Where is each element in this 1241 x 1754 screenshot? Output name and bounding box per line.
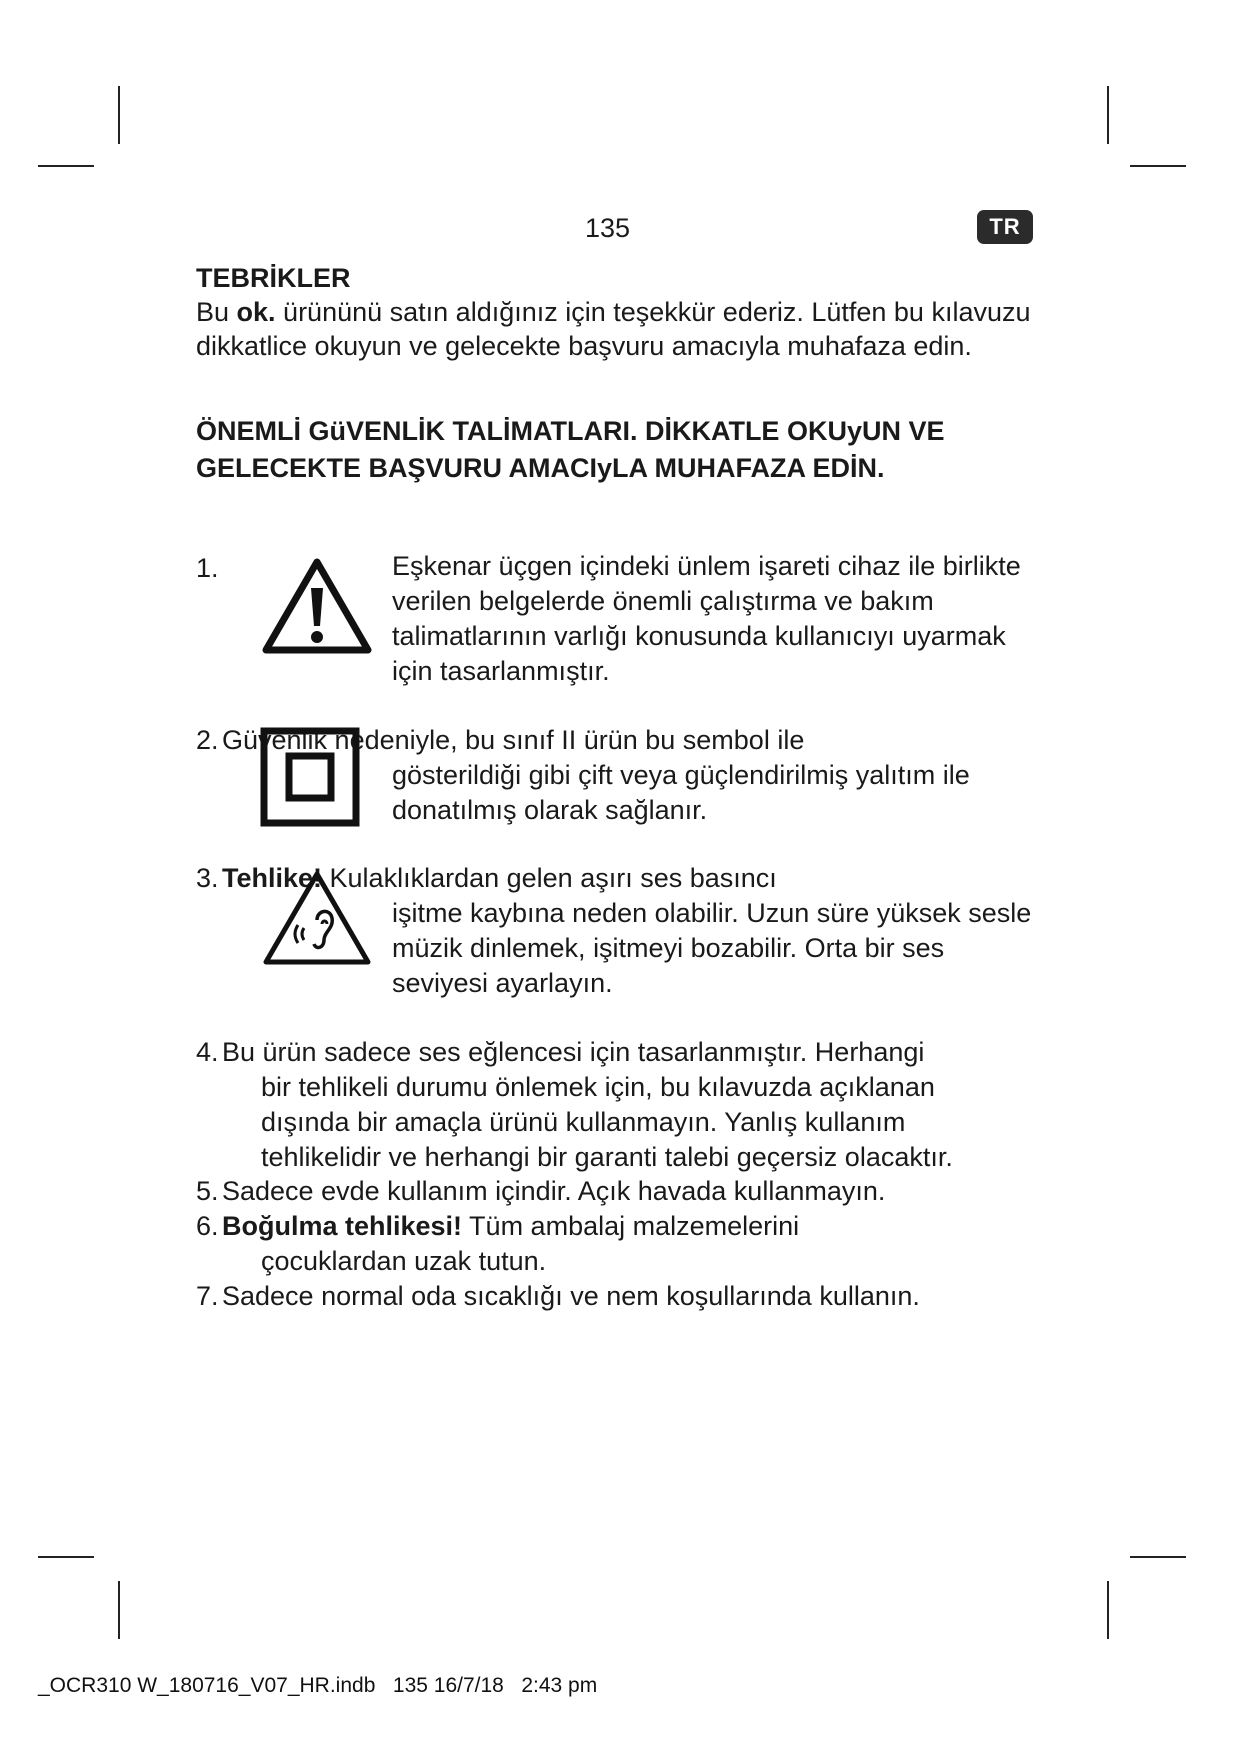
- double-insulation-icon: [260, 727, 360, 827]
- item-6-line1: Tüm ambalaj malzemelerini: [462, 1211, 800, 1241]
- language-badge: TR: [977, 210, 1033, 244]
- page-number: 135: [585, 213, 631, 243]
- item-number: 4.: [196, 1037, 219, 1067]
- intro-section: [196, 262, 1046, 487]
- crop-mark: [1107, 1581, 1109, 1639]
- intro-paragraph: [196, 295, 1046, 363]
- choking-label: Boğulma tehlikesi!: [222, 1211, 463, 1241]
- item-5-text: Sadece evde kullanım içindir. Açık havada kullanmayın.: [222, 1176, 886, 1206]
- intro-heading: TEBRİKLER: [196, 263, 351, 293]
- crop-mark: [1107, 86, 1109, 144]
- item-6-continuation: çocuklardan uzak tutun.: [261, 1246, 547, 1276]
- item-7-text: Sadece normal oda sıcaklığı ve nem koşullarında kullanın.: [222, 1281, 920, 1311]
- item-number: 6.: [196, 1211, 219, 1241]
- crop-mark: [118, 86, 120, 144]
- intro-lead: Bu: [196, 297, 237, 327]
- item-2-first-line: Güvenlik nedeniyle, bu sınıf II ürün bu sembol ile: [222, 725, 805, 755]
- item-number: 2.: [196, 725, 219, 755]
- hearing-damage-icon: [260, 868, 374, 968]
- crop-mark: [1130, 165, 1186, 167]
- item-number: 7.: [196, 1281, 219, 1311]
- crop-mark: [1130, 1556, 1186, 1558]
- warning-triangle-icon: [260, 554, 374, 656]
- print-slug: _OCR310 W_180716_V07_HR.indb 135 16/7/18 2:43 pm: [38, 1674, 598, 1697]
- item-number: 3.: [196, 863, 219, 893]
- item-number: 1.: [196, 553, 219, 583]
- danger-label: Tehlike!: [222, 863, 323, 893]
- item-6-first-line: [222, 1209, 799, 1244]
- safety-title: ÖNEMLİ GüVENLİK TALİMATLARI. DİKKATLE OKUyUN VE GELECEKTE BAŞVURU AMACIyLA MUHAFAZA EDİN.: [196, 416, 945, 483]
- crop-mark: [118, 1581, 120, 1639]
- intro-text: ürününü satın aldığınız için teşekkür ederiz. Lütfen bu kılavuzu dikkatlice okuyun ve gelecekte başvuru amacıyla muhafaza edin.: [196, 297, 1031, 361]
- item-3-text: işitme kaybına neden olabilir. Uzun süre yüksek sesle müzik dinlemek, işitmeyi bozabilir. Orta bir ses seviyesi ayarlayın.: [392, 898, 1032, 998]
- brand-name: ok.: [236, 297, 276, 327]
- item-3-line1: Kulaklıklardan gelen aşırı ses basıncı: [322, 863, 777, 893]
- item-4-continuation: bir tehlikeli durumu önlemek için, bu kılavuzda açıklanan dışında bir amaçla ürünü kullanmayın. Yanlış kullanım tehlikelidir ve herhangi bir garanti talebi geçersiz olacaktır.: [261, 1072, 953, 1172]
- item-number: 5.: [196, 1176, 219, 1206]
- crop-mark: [38, 165, 94, 167]
- item-2-text: gösterildiği gibi çift veya güçlendirilmiş yalıtım ile donatılmış olarak sağlanır.: [392, 760, 970, 825]
- item-1-text: Eşkenar üçgen içindeki ünlem işareti cihaz ile birlikte verilen belgelerde önemli çalıştırma ve bakım talimatlarının varlığı konusunda kullanıcıyı uyarmak için tasarlanmıştır.: [392, 551, 1021, 686]
- item-4-first-line: Bu ürün sadece ses eğlencesi için tasarlanmıştır. Herhangi: [222, 1037, 925, 1067]
- crop-mark: [38, 1556, 94, 1558]
